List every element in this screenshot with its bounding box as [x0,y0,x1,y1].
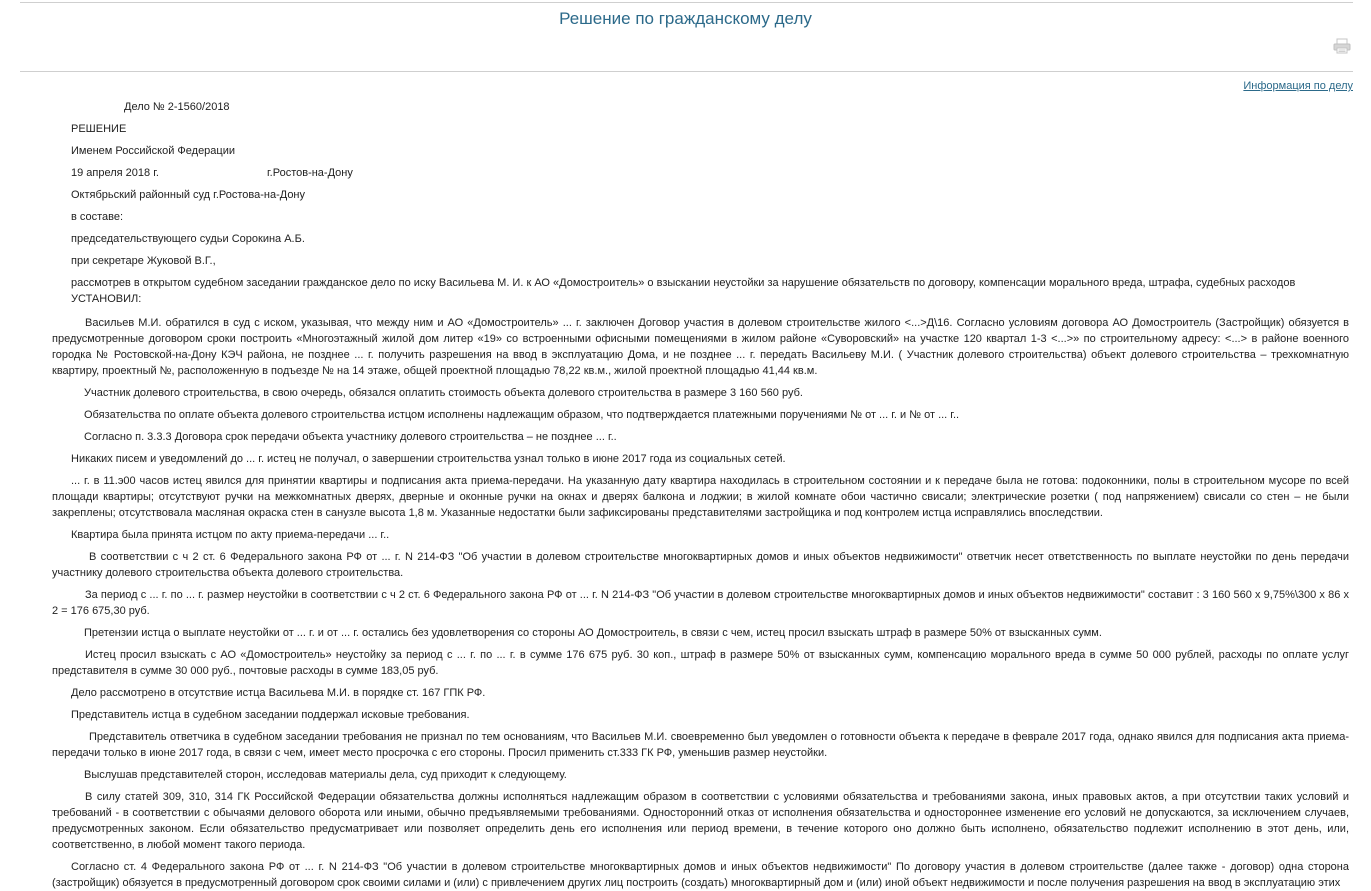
paragraph: Согласно ст. 4 Федерального закона РФ от ... г. N 214-ФЗ "Об участии в долевом строительстве многоквартирных домов и иных объектов недвижимости" По договору участия в долевом строительстве (далее также - договор) одна сторона (застройщик) обязуется в предусмотренный договором срок своими силами и (или) с привлечением других лиц построить (создать) многоквартирный дом и (или) иной объект недвижимости и после получения разрешения на ввод в эксплуатацию этих [52,861,1349,889]
paragraph: В соответствии с ч 2 ст. 6 Федерального закона РФ от ... г. N 214-ФЗ "Об участии в долевом строительстве многоквартирных домов и иных объектов недвижимости" ответчик несет ответственность по выплате неустойки по день передачи участнику долевого строительства объекта долевого строительства. [52,551,1349,579]
decision-document [52,99,1349,891]
secretary-line: при секретаре Жуковой В.Г., [71,255,216,267]
page-title: Решение по гражданскому делу [559,9,812,28]
judge-line: председательствующего судьи Сорокина А.Б. [71,233,305,245]
paragraph: Квартира была принята истцом по акту приема-передачи ... г.. [71,529,390,541]
paragraph: Участник долевого строительства, в свою очередь, обязался оплатить стоимость объекта долевого строительства в размере 3 160 560 руб. [84,387,803,399]
top-divider [20,2,1353,3]
paragraph: ... г. в 11.э00 часов истец явился для принятии квартиры и подписания акта приема-передачи. На указанную дату квартира находилась в строительном состоянии и к передаче была не готова: подоконники, полы в строительном мусоре по всей площади квартиры; отсутствуют ручки на межкомнатных дверях, дверные и оконные ручки на окнах и дверях балкона и лоджии; в жилой комнате обои частично свисали; электрические розетки ( под напряжением) свисали со стен – не были закреплены; отсутствовала масляная окраска стен в санузле высота 1,8 м. Указанные недостатки были зафиксированы представителями застройщика и под контролем истца исправлялись впоследствии. [52,475,1349,519]
paragraph: Истец просил взыскать с АО «Домостроитель» неустойку за период с ... г. по ... г. в сумме 176 675 руб. 30 коп., штраф в размере 50% от взысканных сумм, компенсацию морального вреда в сумме 50 000 рублей, расходы по оплате услуг представителя в сумме 30 000 руб., почтовые расходы в сумме 183,05 руб. [52,649,1349,677]
paragraph: Обязательства по оплате объекта долевого строительства истцом исполнены надлежащим образом, что подтверждается платежными поручениями № от ... г. и № от ... г.. [84,409,960,421]
composition-line: в составе: [71,211,124,223]
considered-line: рассмотрев в открытом судебном заседании гражданское дело по иску Васильева М. И. к АО «Домостроитель» о взыскании неустойки за нарушение обязательств по договору, компенсации морального вреда, штрафа, судебных расходов [71,277,1296,289]
paragraph: За период с ... г. по ... г. размер неустойки в соответствии с ч 2 ст. 6 Федерального закона РФ от ... г. N 214-ФЗ "Об участии в долевом строительстве многоквартирных домов и иных объектов недвижимости" составит : 3 160 560 х 9,75%\300 х 86 х 2 = 176 675,30 руб. [52,589,1349,617]
date-place-line [52,165,1349,181]
paragraph: Представитель истца в судебном заседании поддержал исковые требования. [71,709,470,721]
in-name-line: Именем Российской Федерации [71,145,236,157]
paragraph: Выслушав представителей сторон, исследовав материалы дела, суд приходит к следующему. [84,769,567,781]
decision-date: 19 апреля 2018 г. [71,167,159,179]
paragraph: В силу статей 309, 310, 314 ГК Российской Федерации обязательства должны исполняться надлежащим образом в соответствии с условиями обязательства и требованиями закона, иных правовых актов, а при отсутствии таких условий и требований - в соответствии с обычаями делового оборота или иными, обычно предъявляемыми требованиями. Односторонний отказ от исполнения обязательства и одностороннее изменение его условий не допускаются, за исключением случаев, предусмотренных законом. Если обязательство предусматривает или позволяет определить день его исполнения или период времени, в течение которого оно должно быть исполнено, обязательство подлежит исполнению в этот день, или, соответственно, в любой момент такого периода. [52,791,1349,851]
paragraph: Дело рассмотрено в отсутствие истца Васильева М.И. в порядке ст. 167 ГПК РФ. [71,687,486,699]
case-info-link[interactable]: Информация по делу [1243,80,1353,92]
decision-city: г.Ростов-на-Дону [267,167,353,179]
established-heading: УСТАНОВИЛ: [71,293,142,305]
header-divider [20,71,1353,72]
paragraph: Согласно п. 3.3.3 Договора срок передачи объекта участнику долевого строительства – не позднее ... г.. [84,431,617,443]
paragraph: Претензии истца о выплате неустойки от ... г. и от ... г. остались без удовлетворения со стороны АО Домостроитель, в связи с чем, истец просил взыскать штраф в размере 50% от взысканных сумм. [84,627,1102,639]
case-number: Дело № 2-1560/2018 [124,101,230,113]
paragraph: Никаких писем и уведомлений до ... г. истец не получал, о завершении строительства узнал только в июне 2017 года из социальных сетей. [71,453,786,465]
paragraph: Представитель ответчика в судебном заседании требования не признал по тем основаниям, что Васильев М.И. своевременно был уведомлен о готовности объекта к передаче в феврале 2017 года, однако явился для подписания акта приема-передачи только в июне 2017 года, в связи с чем, имеет место просрочка с его стороны. Просил применить ст.333 ГК РФ, уменьшив размер неустойки. [52,731,1349,759]
decision-heading: РЕШЕНИЕ [71,123,127,135]
paragraph: Васильев М.И. обратился в суд с иском, указывая, что между ним и АО «Домостроитель» ... г. заключен Договор участия в долевом строительстве жилого <...>Д\16. Согласно условиям договора АО Домостроитель (Застройщик) обязуется в предусмотренные договором сроки построить «Многоэтажный жилой дом литер «19» со встроенными офисными помещениями в жилом районе «Суворовский» на участке 120 квартал 1-3 <...>» по строительному адресу: <...> в районе военного городка № Ростовской-на-Дону КЭЧ района, не позднее ... г. получить разрешения на ввод в эксплуатацию Дома, и не позднее ... г. передать Васильеву М.И. ( Участник долевого строительства) объект долевого строительства – трехкомнатную квартиру, проектный №, расположенную в подъезде № на 14 этаже, общей проектной площадью 78,22 кв.м., жилой проектной площадью 41,44 кв.м. [52,317,1349,377]
court-name: Октябрьский районный суд г.Ростова-на-Дону [71,189,306,201]
printer-icon[interactable] [1333,38,1351,54]
